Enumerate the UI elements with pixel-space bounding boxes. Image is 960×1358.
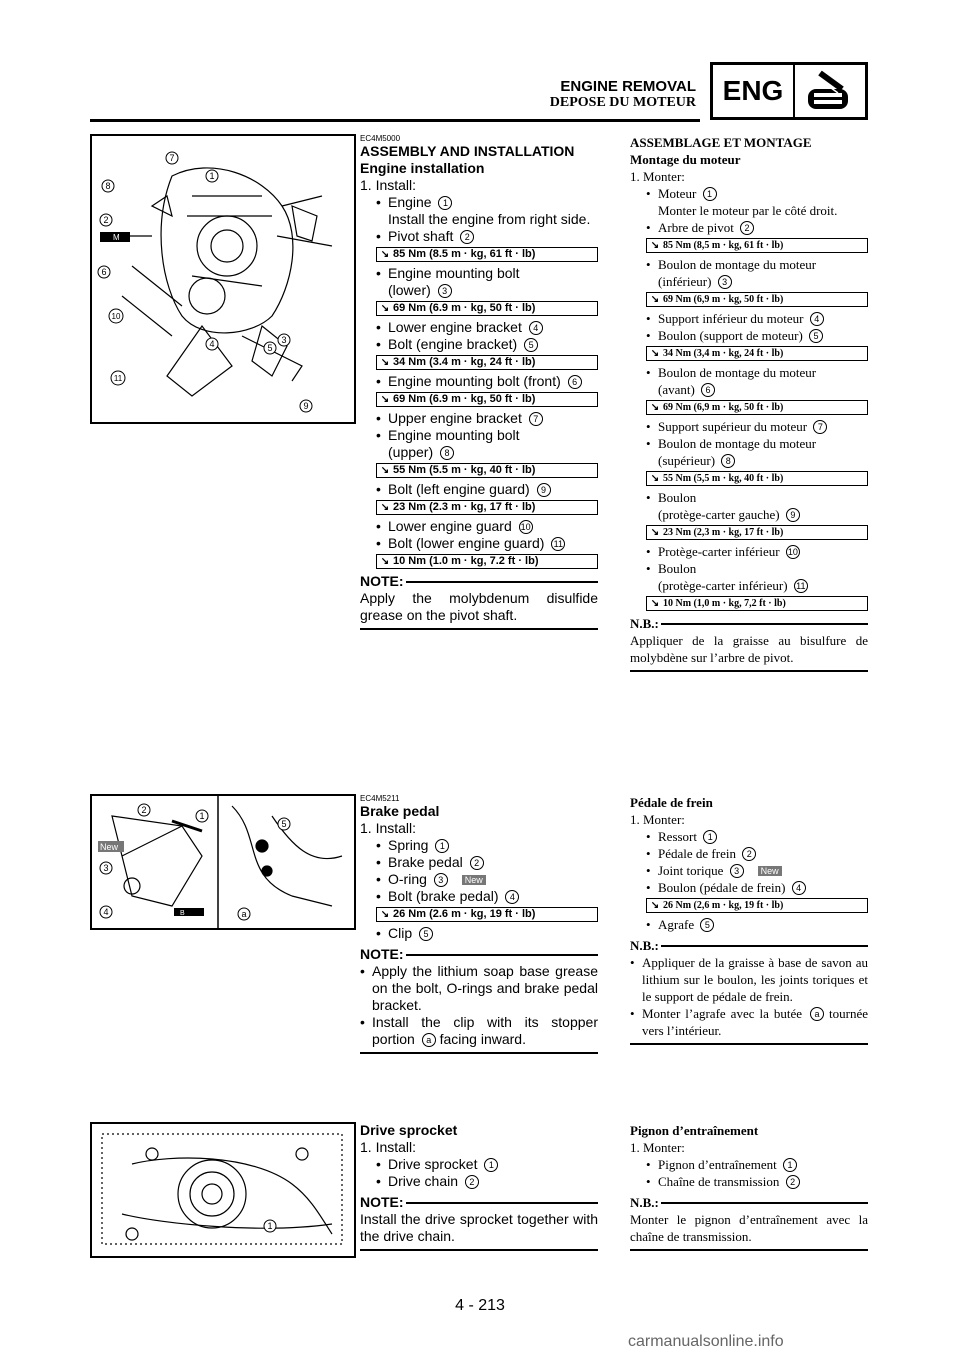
- note-header: [360, 573, 598, 590]
- parts-list: [630, 828, 868, 933]
- part-item: [646, 845, 868, 862]
- part-name-cont: (protège-carter gauche): [658, 507, 780, 522]
- part-name: Ressort: [658, 829, 697, 844]
- note-text: Monter l’agrafe avec la butée: [642, 1006, 803, 1021]
- bullet: •: [646, 863, 651, 878]
- callout-number: 5: [419, 927, 433, 941]
- bullet: •: [646, 917, 651, 932]
- part-name: Clip: [388, 925, 413, 941]
- parts-list: [360, 1156, 598, 1190]
- torque-wrench-icon: ↘: [380, 357, 390, 368]
- callout-number: 3: [730, 864, 744, 878]
- callout-number: 2: [460, 230, 474, 244]
- torque-value: 69 Nm (6.9 m · kg, 50 ft · lb): [393, 393, 536, 405]
- part-name: Pignon d’entraînement: [658, 1157, 777, 1172]
- part-item: [376, 1156, 598, 1173]
- section-title: Drive sprocket: [360, 1122, 458, 1138]
- bullet: •: [646, 544, 651, 559]
- fig1-label: 2: [103, 215, 109, 225]
- bullet: •: [376, 871, 381, 887]
- part-name: Engine mounting bolt (front): [388, 373, 561, 389]
- callout-number: 6: [568, 375, 582, 389]
- section-title: Pédale de frein: [630, 795, 713, 810]
- part-item: [376, 427, 598, 478]
- fig3-label: 1: [267, 1221, 273, 1231]
- figure-drive-sprocket: [90, 1122, 356, 1258]
- torque-value: 10 Nm (1.0 m · kg, 7.2 ft · lb): [393, 555, 539, 567]
- torque-spec: [646, 346, 868, 361]
- section-title: Brake pedal: [360, 803, 440, 819]
- step-label: 1. Monter:: [630, 812, 685, 827]
- part-item: [376, 336, 598, 370]
- section-title: ASSEMBLAGE ET MONTAGE: [630, 135, 812, 150]
- watermark: carmanualsonline.info: [628, 1333, 784, 1350]
- part-item: [646, 1156, 868, 1173]
- callout-number: 5: [809, 329, 823, 343]
- torque-spec: [376, 247, 598, 262]
- part-item: [376, 481, 598, 515]
- header-title-en: ENGINE REMOVAL: [560, 78, 696, 95]
- part-name: Drive chain: [388, 1173, 459, 1189]
- torque-value: 34 Nm (3,4 m · kg, 24 ft · lb): [663, 348, 784, 359]
- part-name: Boulon de montage du moteur: [658, 436, 817, 451]
- part-name: Brake pedal: [388, 854, 463, 870]
- bullet: •: [646, 490, 651, 505]
- torque-wrench-icon: ↘: [650, 348, 660, 359]
- bullet: •: [376, 518, 381, 534]
- section-assembly-en: [360, 134, 598, 630]
- new-part-badge: New: [758, 866, 782, 876]
- note-end-rule: [630, 670, 868, 672]
- torque-spec: [646, 400, 868, 415]
- part-item: [646, 862, 868, 879]
- note-text: Install the drive sprocket together with the drive chain.: [360, 1211, 598, 1244]
- fig1-label: 3: [281, 335, 287, 345]
- part-item: [376, 518, 598, 535]
- bullet: •: [376, 319, 381, 335]
- step-label: 1. Install:: [360, 820, 417, 836]
- fig1-label: 7: [169, 153, 175, 163]
- bullet: •: [376, 1173, 381, 1189]
- callout-marker: a: [810, 1007, 824, 1021]
- note-header: [360, 946, 598, 963]
- section-title: Pignon d’entraînement: [630, 1123, 759, 1138]
- torque-wrench-icon: ↘: [380, 465, 390, 476]
- fig2-label: 5: [281, 819, 287, 829]
- step-label: 1. Monter:: [630, 169, 685, 184]
- fig1-label: 10: [111, 312, 121, 321]
- fig1-label: 1: [209, 171, 215, 181]
- bullet: •: [646, 561, 651, 576]
- torque-value: 55 Nm (5,5 m · kg, 40 ft · lb): [663, 473, 784, 484]
- torque-spec: [646, 596, 868, 611]
- note-item: • Appliquer de la graisse à base de savon au lithium sur le boulon, les joints toriques et le support de pédale de frein.: [630, 955, 868, 1004]
- part-item: [646, 879, 868, 913]
- note-text: Install the clip with its stopper portion: [372, 1014, 598, 1047]
- callout-number: 5: [524, 338, 538, 352]
- section-subtitle: Engine installation: [360, 160, 485, 176]
- new-part-badge: New: [462, 875, 486, 885]
- bullet: •: [376, 837, 381, 853]
- section-badge: [710, 62, 868, 120]
- part-item: [646, 219, 868, 253]
- header-rule: [90, 119, 700, 122]
- torque-spec: [376, 301, 598, 316]
- callout-number: 11: [794, 579, 808, 593]
- part-name: Bolt (brake pedal): [388, 888, 499, 904]
- fig2-label: 1: [199, 811, 205, 821]
- part-item: [376, 854, 598, 871]
- torque-wrench-icon: ↘: [380, 502, 390, 513]
- torque-wrench-icon: ↘: [380, 303, 390, 314]
- callout-number: 4: [529, 321, 543, 335]
- part-name: Arbre de pivot: [658, 220, 734, 235]
- part-name: Joint torique: [658, 863, 724, 878]
- callout-number: 1: [484, 1158, 498, 1172]
- engine-icon: [795, 65, 865, 117]
- figure-brake-pedal: [90, 794, 356, 930]
- note-header: [630, 937, 868, 954]
- torque-wrench-icon: ↘: [650, 598, 660, 609]
- grease-icon: [174, 908, 204, 916]
- bullet: •: [376, 1156, 381, 1172]
- bullet: •: [376, 336, 381, 352]
- part-name-cont: (upper): [388, 444, 434, 460]
- part-item: [376, 410, 598, 427]
- part-item: [376, 535, 598, 569]
- fig2-label: 2: [141, 805, 147, 815]
- part-name: Support supérieur du moteur: [658, 419, 808, 434]
- fig2-grease-label: B: [180, 910, 185, 917]
- note-label: N.B.:: [630, 938, 659, 953]
- callout-number: 4: [810, 312, 824, 326]
- torque-spec: [376, 463, 598, 478]
- callout-number: 8: [721, 454, 735, 468]
- callout-number: 1: [703, 830, 717, 844]
- part-name: Upper engine bracket: [388, 410, 522, 426]
- torque-value: 55 Nm (5.5 m · kg, 40 ft · lb): [393, 464, 536, 476]
- note-text: Apply the molybdenum disulfide grease on the pivot shaft.: [360, 590, 598, 623]
- part-name: Bolt (lower engine guard): [388, 535, 545, 551]
- section-brake-pedal-fr: [630, 794, 868, 1045]
- torque-spec: [646, 238, 868, 253]
- callout-number: 2: [742, 847, 756, 861]
- torque-wrench-icon: ↘: [650, 900, 660, 911]
- callout-number: 5: [700, 918, 714, 932]
- torque-wrench-icon: ↘: [650, 294, 660, 305]
- bullet: •: [646, 220, 651, 235]
- bullet: •: [376, 925, 381, 941]
- note-item: • Monter l’agrafe avec la butée a tournée vers l’intérieur.: [630, 1006, 868, 1038]
- part-item: [646, 310, 868, 327]
- note-label: NOTE:: [360, 573, 404, 589]
- torque-value: 69 Nm (6,9 m · kg, 50 ft · lb): [663, 402, 784, 413]
- bullet: •: [646, 829, 651, 844]
- bullet: •: [646, 880, 651, 895]
- part-name-cont: (protège-carter inférieur): [658, 578, 788, 593]
- torque-wrench-icon: ↘: [650, 402, 660, 413]
- part-item: [376, 1173, 598, 1190]
- callout-number: 7: [529, 412, 543, 426]
- part-item: [646, 256, 868, 307]
- bullet: •: [376, 481, 381, 497]
- part-name: O-ring: [388, 871, 427, 887]
- part-name: Boulon: [658, 490, 697, 505]
- torque-spec: [376, 554, 598, 569]
- section-badge-label: ENG: [713, 65, 795, 117]
- part-name: Agrafe: [658, 917, 695, 932]
- torque-spec: [646, 292, 868, 307]
- part-item: [646, 418, 868, 435]
- fig1-label: 6: [101, 267, 107, 277]
- part-item: [646, 1173, 868, 1190]
- bullet: •: [376, 888, 381, 904]
- note-item: • Apply the lithium soap base grease on the bolt, O-rings and brake pedal bracket.: [360, 963, 598, 1013]
- callout-number: 1: [438, 196, 452, 210]
- torque-value: 34 Nm (3.4 m · kg, 24 ft · lb): [393, 356, 536, 368]
- note-text: Monter le pignon d’entraînement avec la chaîne de transmission.: [630, 1212, 868, 1244]
- torque-spec: [376, 907, 598, 922]
- note-end-rule: [630, 1043, 868, 1045]
- part-item: [646, 828, 868, 845]
- callout-number: 9: [537, 483, 551, 497]
- note-text-tail: facing inward.: [439, 1031, 526, 1047]
- part-name: Engine mounting bolt: [388, 427, 520, 443]
- bullet: •: [646, 365, 651, 380]
- part-instruction: Monter le moteur par le côté droit.: [658, 203, 838, 218]
- callout-number: 4: [792, 881, 806, 895]
- note-text: Appliquer de la graisse au bisulfure de molybdène sur l’arbre de pivot.: [630, 633, 868, 665]
- torque-value: 26 Nm (2.6 m · kg, 19 ft · lb): [393, 908, 536, 920]
- callout-number: 2: [740, 221, 754, 235]
- callout-number: 6: [701, 383, 715, 397]
- part-name: Pivot shaft: [388, 228, 454, 244]
- part-item: [376, 319, 598, 336]
- torque-value: 23 Nm (2.3 m · kg, 17 ft · lb): [393, 501, 536, 513]
- part-name: Boulon (support de moteur): [658, 328, 803, 343]
- callout-number: 3: [718, 275, 732, 289]
- bullet: •: [646, 846, 651, 861]
- page-number: 4 - 213: [455, 1297, 505, 1314]
- torque-wrench-icon: ↘: [650, 240, 660, 251]
- part-name: Engine: [388, 194, 432, 210]
- fig2-label: 4: [103, 907, 109, 917]
- note-header: [630, 615, 868, 632]
- parts-list: [360, 837, 598, 942]
- torque-spec: [376, 392, 598, 407]
- torque-spec: [646, 525, 868, 540]
- bullet: •: [646, 436, 651, 451]
- fig1-label: 11: [113, 374, 123, 383]
- bullet: •: [646, 419, 651, 434]
- fig1-grease-tag: M: [113, 233, 120, 242]
- section-subtitle: Montage du moteur: [630, 152, 741, 167]
- callout-number: 1: [435, 839, 449, 853]
- note-header: [360, 1194, 598, 1211]
- part-item: [376, 837, 598, 854]
- note-text: Apply the lithium soap base grease on the bolt, O-rings and brake pedal bracket.: [372, 963, 598, 1013]
- torque-spec: [646, 471, 868, 486]
- part-name: Pédale de frein: [658, 846, 736, 861]
- part-item: [376, 373, 598, 407]
- note-header: [630, 1194, 868, 1211]
- note-end-rule: [360, 1052, 598, 1054]
- bullet: •: [646, 311, 651, 326]
- bullet: •: [646, 1157, 651, 1172]
- torque-spec: [376, 500, 598, 515]
- part-item: [646, 435, 868, 486]
- callout-number: 9: [786, 508, 800, 522]
- torque-wrench-icon: ↘: [650, 527, 660, 538]
- torque-wrench-icon: ↘: [650, 473, 660, 484]
- parts-list: [630, 185, 868, 611]
- callout-number: 4: [505, 890, 519, 904]
- bullet: •: [376, 265, 381, 281]
- part-item: [376, 228, 598, 262]
- part-item: [646, 560, 868, 611]
- note-label: N.B.:: [630, 1195, 659, 1210]
- callout-number: 2: [465, 1175, 479, 1189]
- fig1-label: 5: [267, 343, 273, 353]
- bullet: •: [646, 1174, 651, 1189]
- torque-wrench-icon: ↘: [380, 909, 390, 920]
- note-end-rule: [360, 628, 598, 630]
- part-item: [646, 543, 868, 560]
- part-item: [376, 265, 598, 316]
- note-item: • Install the clip with its stopper portion a facing inward.: [360, 1014, 598, 1047]
- section-code: EC4M5211: [360, 794, 400, 803]
- part-name: Lower engine bracket: [388, 319, 522, 335]
- part-name: Boulon de montage du moteur: [658, 257, 817, 272]
- note-end-rule: [360, 1249, 598, 1251]
- fig2-new-label: New: [100, 842, 119, 852]
- torque-value: 23 Nm (2,3 m · kg, 17 ft · lb): [663, 527, 784, 538]
- section-assembly-fr: [630, 134, 868, 672]
- bullet: •: [376, 228, 381, 244]
- bullet: •: [646, 328, 651, 343]
- step-label: 1. Install:: [360, 1139, 417, 1155]
- note-end-rule: [630, 1249, 868, 1251]
- bullet: •: [646, 257, 651, 272]
- section-brake-pedal-en: [360, 794, 598, 1054]
- bullet: •: [376, 427, 381, 443]
- callout-number: 1: [783, 1158, 797, 1172]
- part-name: Moteur: [658, 186, 697, 201]
- part-name-cont: (inférieur): [658, 274, 712, 289]
- figure-engine-installation: [90, 134, 356, 424]
- part-name: Drive sprocket: [388, 1156, 478, 1172]
- note-label: NOTE:: [360, 946, 404, 962]
- note-label: N.B.:: [630, 616, 659, 631]
- part-item: [646, 916, 868, 933]
- fig1-label: 4: [209, 339, 215, 349]
- part-name: Chaîne de transmission: [658, 1174, 780, 1189]
- torque-value: 26 Nm (2,6 m · kg, 19 ft · lb): [663, 900, 784, 911]
- part-name: Boulon de montage du moteur: [658, 365, 817, 380]
- section-drive-sprocket-en: [360, 1122, 598, 1251]
- callout-number: 3: [438, 284, 452, 298]
- part-name: Lower engine guard: [388, 518, 512, 534]
- bullet: •: [376, 373, 381, 389]
- part-name: Engine mounting bolt: [388, 265, 520, 281]
- part-item: [376, 871, 598, 888]
- part-item: [646, 364, 868, 415]
- header-title-fr: DEPOSE DU MOTEUR: [549, 95, 696, 110]
- part-item: [376, 888, 598, 922]
- section-drive-sprocket-fr: [630, 1122, 868, 1251]
- part-item: [646, 185, 868, 219]
- fig2-label: 3: [103, 863, 109, 873]
- note-label: NOTE:: [360, 1194, 404, 1210]
- part-name: Protège-carter inférieur: [658, 544, 780, 559]
- fig1-label: 9: [303, 401, 309, 411]
- torque-value: 69 Nm (6,9 m · kg, 50 ft · lb): [663, 294, 784, 305]
- torque-wrench-icon: ↘: [380, 249, 390, 260]
- bullet: •: [376, 410, 381, 426]
- part-item: [376, 194, 598, 228]
- part-name: Boulon: [658, 561, 697, 576]
- part-name: Bolt (engine bracket): [388, 336, 518, 352]
- callout-number: 11: [551, 537, 565, 551]
- bullet: •: [376, 854, 381, 870]
- torque-spec: [646, 898, 868, 913]
- torque-spec: [376, 355, 598, 370]
- callout-number: 2: [470, 856, 484, 870]
- callout-number: 3: [434, 873, 448, 887]
- callout-number: 10: [520, 522, 531, 532]
- part-item: [646, 327, 868, 361]
- callout-number: 2: [786, 1175, 800, 1189]
- part-item: [376, 925, 598, 942]
- part-name: Support inférieur du moteur: [658, 311, 804, 326]
- torque-wrench-icon: ↘: [380, 394, 390, 405]
- callout-number: 7: [813, 420, 827, 434]
- part-item: [646, 489, 868, 540]
- part-name: Boulon (pédale de frein): [658, 880, 786, 895]
- torque-value: 85 Nm (8,5 m · kg, 61 ft · lb): [663, 240, 784, 251]
- fig2-label: a: [241, 909, 247, 919]
- part-name: Bolt (left engine guard): [388, 481, 530, 497]
- torque-value: 10 Nm (1,0 m · kg, 7,2 ft · lb): [663, 598, 786, 609]
- step-label: 1. Monter:: [630, 1140, 685, 1155]
- part-instruction: Install the engine from right side.: [388, 211, 591, 227]
- bullet: •: [646, 186, 651, 201]
- part-name-cont: (supérieur): [658, 453, 716, 468]
- note-text-tail: tournée vers l’intérieur.: [642, 1006, 868, 1038]
- part-name-cont: (lower): [388, 282, 431, 298]
- torque-value: 69 Nm (6.9 m · kg, 50 ft · lb): [393, 302, 536, 314]
- section-code: EC4M5000: [360, 134, 401, 143]
- parts-list: [360, 194, 598, 569]
- fig1-label: 8: [105, 181, 111, 191]
- callout-number: 8: [440, 446, 454, 460]
- parts-list: [630, 1156, 868, 1190]
- step-label: 1. Install:: [360, 177, 417, 193]
- bullet: •: [376, 535, 381, 551]
- bullet: •: [376, 194, 381, 210]
- callout-number: 1: [703, 187, 717, 201]
- part-name-cont: (avant): [658, 382, 695, 397]
- section-title: ASSEMBLY AND INSTALLATION: [360, 143, 575, 159]
- note-text: Appliquer de la graisse à base de savon au lithium sur le boulon, les joints toriques et le support de pédale de frein.: [642, 955, 868, 1004]
- callout-number: 10: [787, 547, 798, 557]
- torque-wrench-icon: ↘: [380, 556, 390, 567]
- part-name: Spring: [388, 837, 429, 853]
- torque-value: 85 Nm (8.5 m · kg, 61 ft · lb): [393, 248, 536, 260]
- callout-marker: a: [422, 1033, 436, 1047]
